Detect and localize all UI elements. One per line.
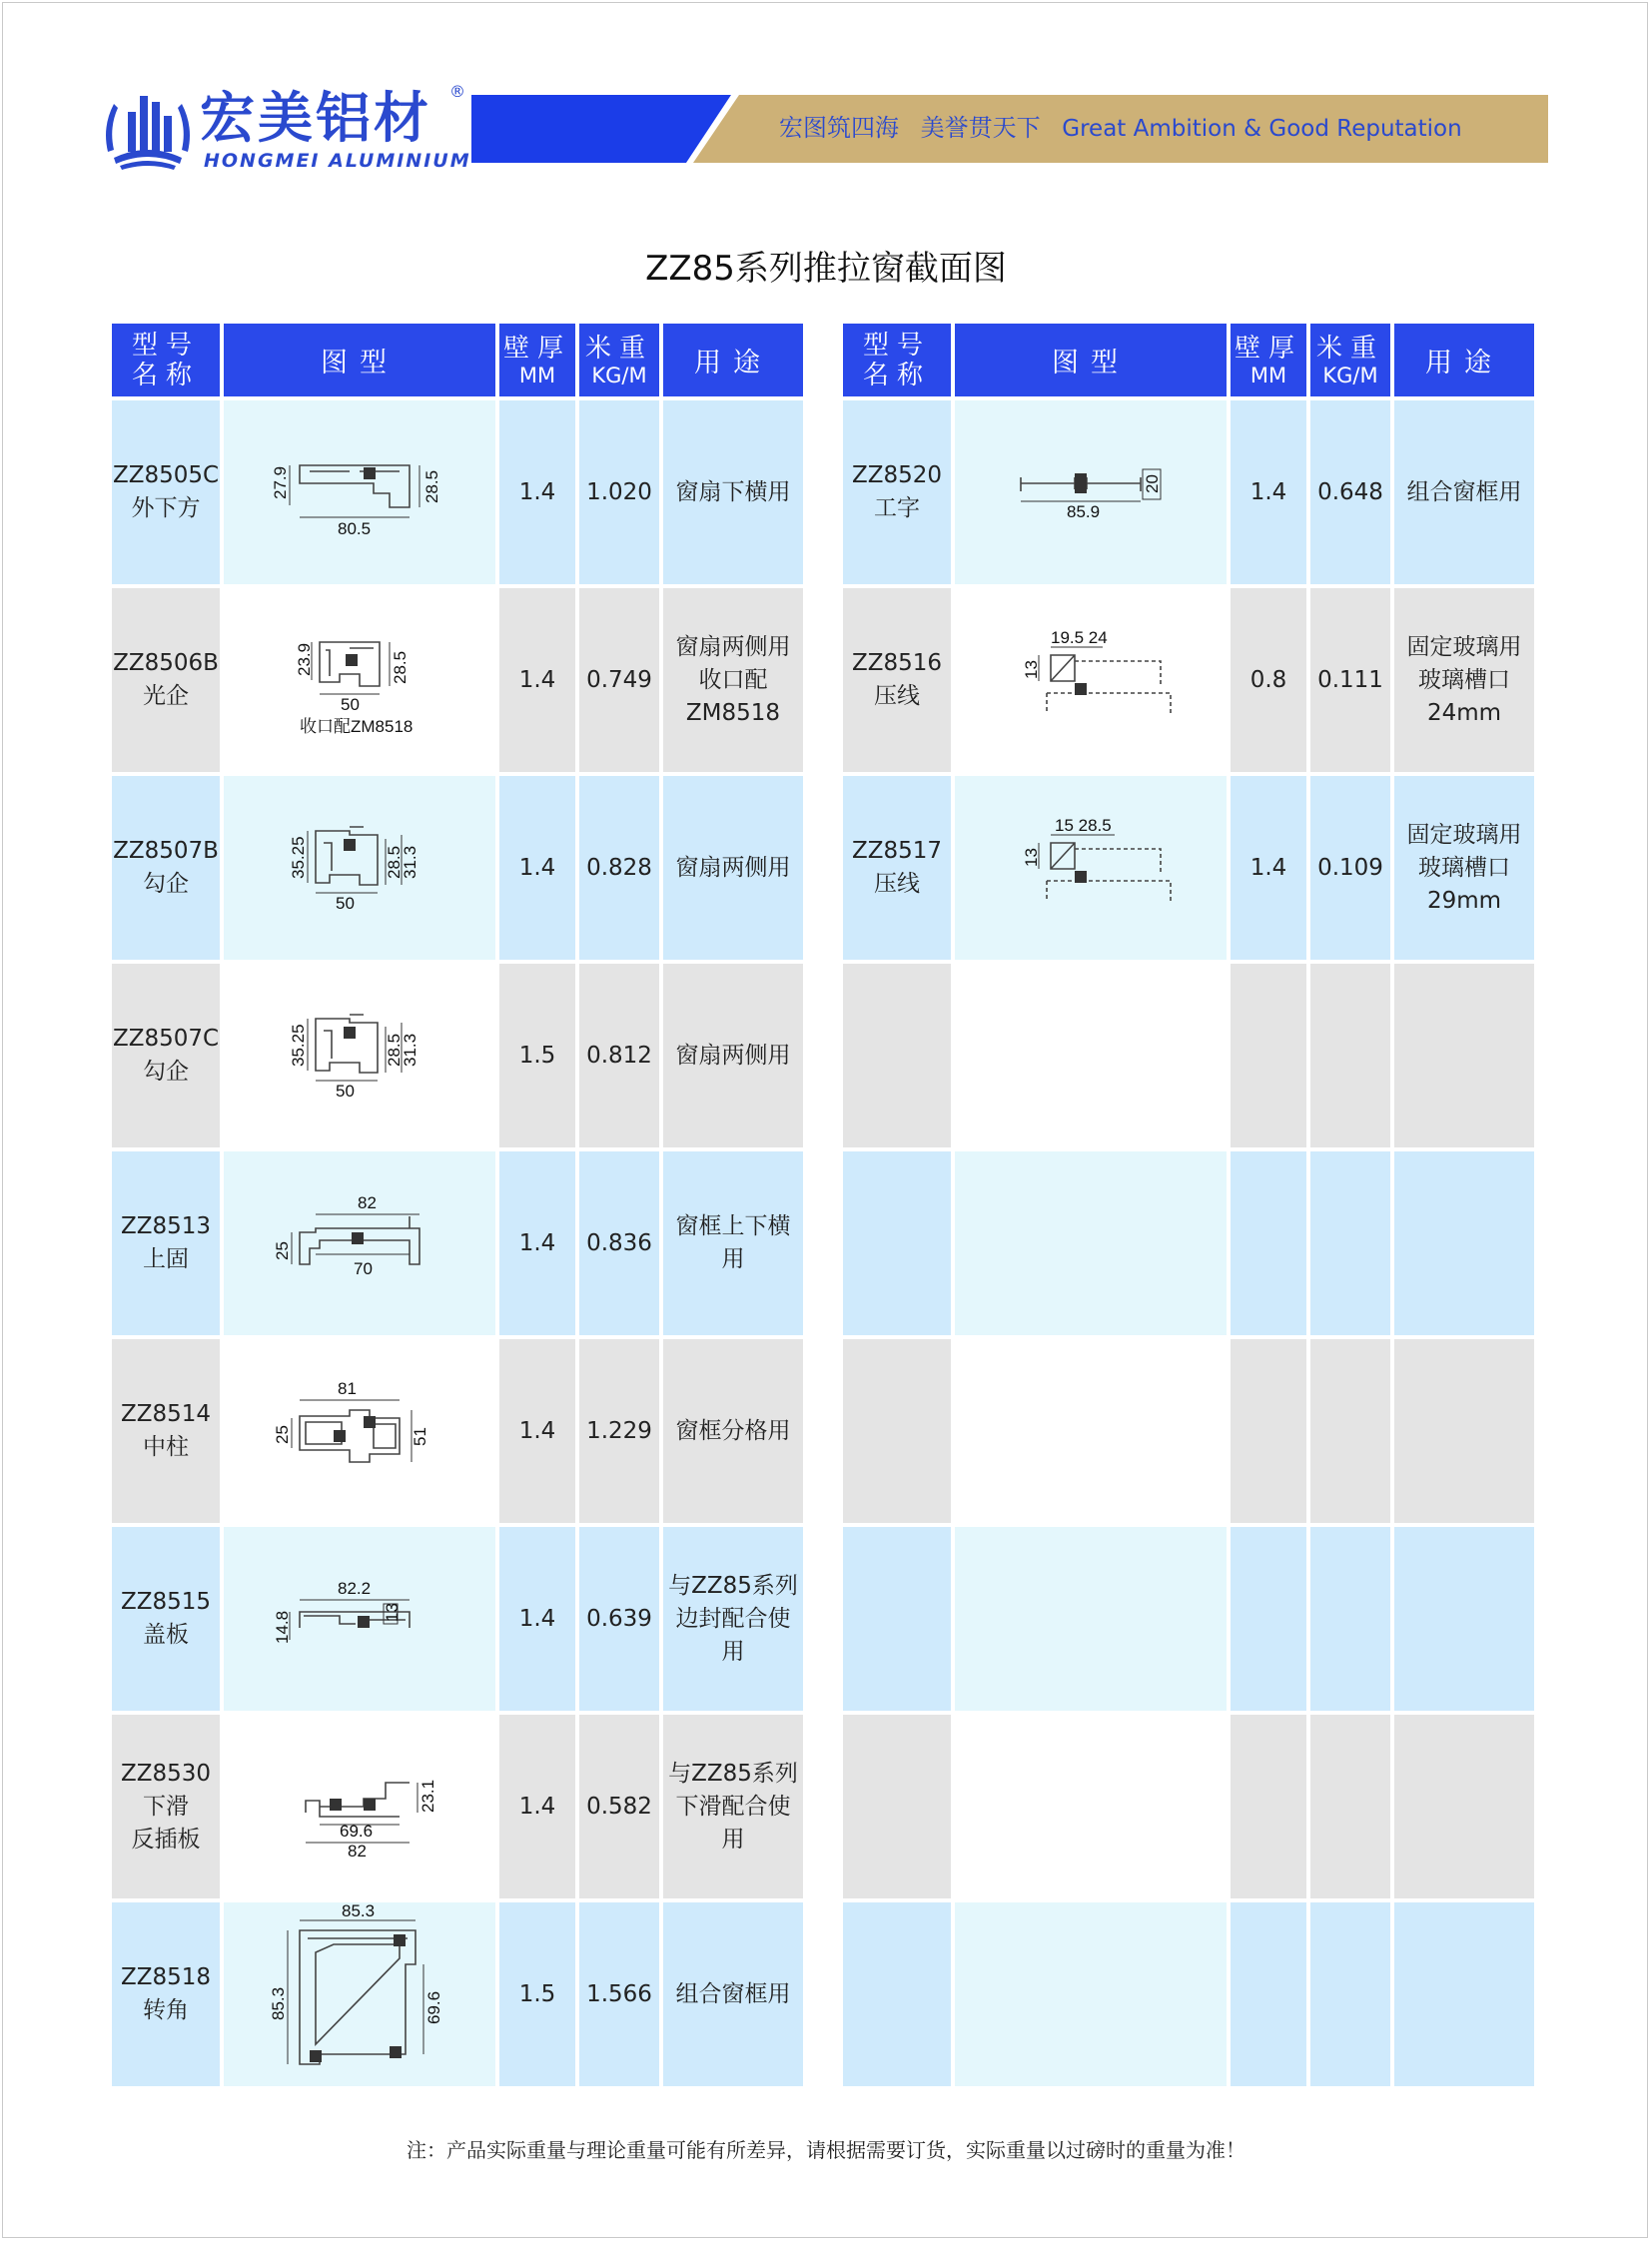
table-row-empty: [843, 1527, 1534, 1711]
profile-zz8505c-diagram: [260, 437, 459, 547]
brand-name-en: HONGMEI ALUMINIUM: [204, 150, 471, 172]
header-weight: 米重 KG/M: [579, 324, 659, 396]
usage-cell: 窗扇两侧用: [663, 776, 803, 960]
profile-zz8518-diagram: [260, 1904, 459, 2084]
weight-cell: 0.836: [579, 1151, 659, 1335]
profile-drawing: [224, 588, 495, 772]
profile-drawing: [224, 1902, 495, 2086]
svg-text:28.5: 28.5: [391, 650, 410, 684]
profile-zz8514-diagram: [260, 1366, 459, 1496]
table-row-empty: [843, 1151, 1534, 1335]
model-cell: ZZ8520 工字: [843, 400, 951, 584]
table-row: [843, 588, 1534, 772]
svg-text:28.5: 28.5: [385, 845, 404, 879]
weight-cell: 0.109: [1310, 776, 1390, 960]
profile-zz8515-diagram: [260, 1564, 459, 1674]
thickness-cell: 1.4: [499, 1715, 575, 1898]
model-cell: ZZ8514 中柱: [112, 1339, 220, 1523]
model-cell: ZZ8517 压线: [843, 776, 951, 960]
usage-cell: 与ZZ85系列 边封配合使 用: [663, 1527, 803, 1711]
usage-cell: 固定玻璃用 玻璃槽口 24mm: [1394, 588, 1534, 772]
profile-drawing: [955, 400, 1227, 584]
model-cell: ZZ8507B 勾企: [112, 776, 220, 960]
svg-text:70: 70: [354, 1259, 373, 1278]
model-cell: ZZ8530 下滑 反插板: [112, 1715, 220, 1898]
weight-cell: 0.111: [1310, 588, 1390, 772]
table-row-empty: [843, 1902, 1534, 2086]
svg-text:25: 25: [273, 1425, 292, 1444]
weight-cell: 0.812: [579, 964, 659, 1147]
usage-cell: 窗扇两侧用: [663, 964, 803, 1147]
table-row-empty: [843, 964, 1534, 1147]
svg-text:82: 82: [348, 1842, 367, 1861]
profile-drawing: [224, 400, 495, 584]
svg-text:35.25: 35.25: [289, 836, 308, 879]
table-row-empty: [843, 1715, 1534, 1898]
header-weight: 米重 KG/M: [1310, 324, 1390, 396]
table-row: [112, 1151, 803, 1335]
table-header-row: [843, 324, 1534, 396]
usage-cell: 窗扇下横用: [663, 400, 803, 584]
table-row: [112, 964, 803, 1147]
svg-text:85.9: 85.9: [1067, 502, 1101, 521]
profile-zz8517-diagram: [991, 813, 1191, 923]
slogan-en: Great Ambition & Good Reputation: [1062, 116, 1462, 142]
model-cell: ZZ8516 压线: [843, 588, 951, 772]
thickness-cell: 1.4: [499, 1527, 575, 1711]
table-header-row: [112, 324, 803, 396]
slogan-cn-1: 宏图筑四海: [779, 114, 899, 142]
profile-zz8513-diagram: [260, 1188, 459, 1298]
thickness-cell: 1.4: [499, 1339, 575, 1523]
svg-text:23.9: 23.9: [295, 642, 314, 676]
table-row: [112, 588, 803, 772]
profile-drawing: [224, 1715, 495, 1898]
profile-zz8506b-diagram: [260, 620, 459, 740]
svg-text:31.3: 31.3: [401, 845, 419, 879]
svg-text:13: 13: [383, 1603, 402, 1622]
profile-drawing: [224, 1339, 495, 1523]
svg-text:69.6: 69.6: [340, 1822, 374, 1841]
svg-text:85.3: 85.3: [269, 1986, 288, 2020]
table-row: [843, 776, 1534, 960]
profile-drawing: [224, 964, 495, 1147]
svg-text:14.8: 14.8: [273, 1610, 292, 1644]
profile-zz8507b-diagram: [260, 813, 459, 923]
usage-cell: 窗扇两侧用 收口配 ZM8518: [663, 588, 803, 772]
table-row: [843, 400, 1534, 584]
profile-drawing: [955, 776, 1227, 960]
profile-drawing: [224, 1527, 495, 1711]
profile-drawing: [955, 588, 1227, 772]
svg-text:50: 50: [336, 1082, 355, 1101]
thickness-cell: 1.4: [1231, 400, 1306, 584]
weight-cell: 1.566: [579, 1902, 659, 2086]
weight-cell: 1.020: [579, 400, 659, 584]
header-slogan: [779, 110, 1476, 146]
profile-drawing: [224, 776, 495, 960]
model-cell: ZZ8518 转角: [112, 1902, 220, 2086]
brand-name-cn: 宏美铝材: [200, 86, 432, 150]
thickness-cell: 1.4: [499, 400, 575, 584]
svg-text:82: 82: [358, 1193, 377, 1212]
weight-cell: 0.582: [579, 1715, 659, 1898]
svg-text:15 28.5: 15 28.5: [1055, 816, 1112, 835]
weight-cell: 0.749: [579, 588, 659, 772]
usage-cell: 与ZZ85系列 下滑配合使 用: [663, 1715, 803, 1898]
slogan-cn-2: 美誉贯天下: [920, 114, 1041, 142]
svg-text:27.9: 27.9: [271, 465, 290, 499]
logo-emblem-icon: [100, 82, 196, 174]
usage-cell: 窗框上下横 用: [663, 1151, 803, 1335]
table-row: [112, 1527, 803, 1711]
usage-cell: 固定玻璃用 玻璃槽口 29mm: [1394, 776, 1534, 960]
header-model: 型号 名称: [843, 324, 951, 396]
svg-text:69.6: 69.6: [424, 1990, 443, 2024]
weight-cell: 0.639: [579, 1527, 659, 1711]
svg-text:13: 13: [1022, 660, 1041, 679]
svg-text:13: 13: [1022, 848, 1041, 867]
thickness-cell: 1.4: [1231, 776, 1306, 960]
svg-text:85.3: 85.3: [342, 1904, 376, 1920]
profile-zz8530-diagram: [260, 1747, 459, 1867]
brand-logo: [100, 82, 469, 174]
svg-text:81: 81: [338, 1379, 357, 1398]
svg-text:25: 25: [273, 1241, 292, 1260]
svg-text:50: 50: [341, 695, 360, 714]
header-thickness: 壁厚 MM: [499, 324, 575, 396]
model-cell: ZZ8507C 勾企: [112, 964, 220, 1147]
registered-mark: ®: [449, 82, 465, 101]
header-model: 型号 名称: [112, 324, 220, 396]
svg-text:82.2: 82.2: [338, 1579, 372, 1598]
header-thickness: 壁厚 MM: [1231, 324, 1306, 396]
svg-text:80.5: 80.5: [338, 519, 372, 538]
usage-cell: 组合窗框用: [1394, 400, 1534, 584]
weight-cell: 0.828: [579, 776, 659, 960]
model-cell: ZZ8505C 外下方: [112, 400, 220, 584]
profile-zz8507c-diagram: [260, 1001, 459, 1111]
usage-cell: 窗框分格用: [663, 1339, 803, 1523]
svg-text:31.3: 31.3: [401, 1033, 419, 1067]
table-row-empty: [843, 1339, 1534, 1523]
profile-zz8520-diagram: [991, 447, 1191, 537]
profile-table-left: [108, 320, 807, 2090]
model-cell: ZZ8515 盖板: [112, 1527, 220, 1711]
thickness-cell: 1.4: [499, 588, 575, 772]
svg-text:50: 50: [336, 894, 355, 913]
footnote: 注：产品实际重量与理论重量可能有所差异，请根据需要订货，实际重量以过磅时的重量为准！: [407, 2138, 1245, 2162]
svg-text:20: 20: [1143, 474, 1162, 493]
profile-drawing: [224, 1151, 495, 1335]
table-row: [112, 400, 803, 584]
svg-text:28.5: 28.5: [385, 1033, 404, 1067]
thickness-cell: 1.4: [499, 1151, 575, 1335]
header-figure: 图型: [224, 324, 495, 396]
model-cell: ZZ8513 上固: [112, 1151, 220, 1335]
thickness-cell: 1.5: [499, 1902, 575, 2086]
header-usage: 用途: [663, 324, 803, 396]
thickness-cell: 1.4: [499, 776, 575, 960]
table-row: [112, 776, 803, 960]
model-cell: ZZ8506B 光企: [112, 588, 220, 772]
header-usage: 用途: [1394, 324, 1534, 396]
page-title: ZZ85系列推拉窗截面图: [645, 249, 1007, 289]
table-row: [112, 1715, 803, 1898]
usage-cell: 组合窗框用: [663, 1902, 803, 2086]
profile-table-right: [839, 320, 1538, 2090]
table-row: [112, 1339, 803, 1523]
svg-text:35.25: 35.25: [289, 1024, 308, 1067]
profile-zz8516-diagram: [991, 625, 1191, 735]
svg-text:23.1: 23.1: [418, 1779, 437, 1813]
weight-cell: 1.229: [579, 1339, 659, 1523]
svg-text:收口配ZM8518: 收口配ZM8518: [300, 717, 413, 736]
header-figure: 图型: [955, 324, 1227, 396]
svg-text:19.5 24: 19.5 24: [1051, 628, 1108, 647]
svg-text:28.5: 28.5: [422, 469, 441, 503]
table-row: [112, 1902, 803, 2086]
svg-text:51: 51: [411, 1427, 429, 1446]
weight-cell: 0.648: [1310, 400, 1390, 584]
thickness-cell: 1.5: [499, 964, 575, 1147]
thickness-cell: 0.8: [1231, 588, 1306, 772]
